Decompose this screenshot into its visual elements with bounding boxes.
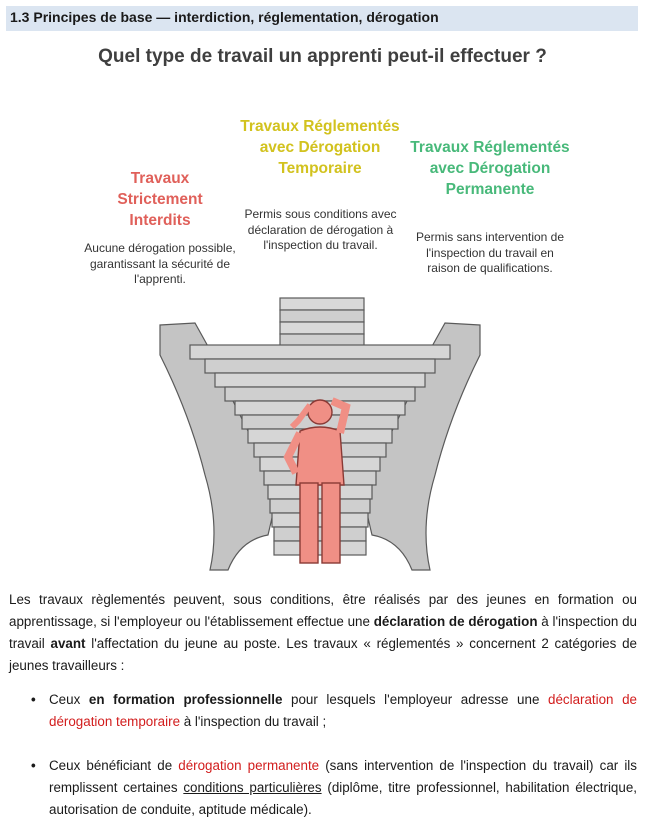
category-forbidden-description: Aucune dérogation possible, garantissant la sécurité de l'apprenti.: [84, 241, 236, 286]
category-temporary-description: Permis sous conditions avec déclaration de dérogation à l'inspection du travail.: [244, 207, 397, 252]
illustration-title: Quel type de travail un apprenti peut-il effectuer ?: [98, 46, 547, 67]
bullet-marker: •: [31, 692, 36, 707]
list-item: • Ceux en formation professionnelle pour lesquels l'employeur adresse une déclaration de dérogation temporaire à l'inspection du travail ;: [0, 689, 645, 733]
special-conditions-term: conditions particulières: [183, 780, 322, 795]
category-forbidden-title: Travaux Strictement Interdits: [117, 170, 203, 229]
list-item: • Ceux bénéficiant de dérogation permanente (sans intervention de l'inspection du travail) car ils remplissent certaines conditions particulières (diplôme, titre professionnel, habilitation électrique, autorisation de conduite, aptitude médicale).: [0, 755, 645, 821]
category-permanent-title: Travaux Réglementés avec Dérogation Permanente: [410, 139, 570, 198]
temporary-derogation-term: déclaration de dérogation temporaire: [49, 692, 638, 729]
section-heading: 1.3 Principes de base — interdiction, réglementation, dérogation: [6, 6, 638, 31]
declaration-term: déclaration de dérogation: [373, 614, 538, 629]
intro-paragraph: Les travaux règlementés peuvent, sous conditions, être réalisés par des jeunes en formation ou apprentissage, si l'employeur ou l'établissement effectue une déclaration de dérogation à l'inspection du travail avant l'affectation du jeune au poste. Les travaux « réglementés » concernent 2 catégories de jeunes travailleurs :: [9, 592, 637, 673]
bullet-marker: •: [31, 758, 36, 773]
staircase-illustration: [150, 295, 490, 575]
category-temporary-title: Travaux Réglementés avec Dérogation Temporaire: [240, 118, 400, 177]
permanent-derogation-term: dérogation permanente: [178, 758, 320, 773]
categories-list: [0, 689, 645, 821]
before-term: avant: [50, 636, 86, 651]
category-permanent-description: Permis sans intervention de l'inspection du travail en raison de qualifications.: [415, 230, 565, 275]
